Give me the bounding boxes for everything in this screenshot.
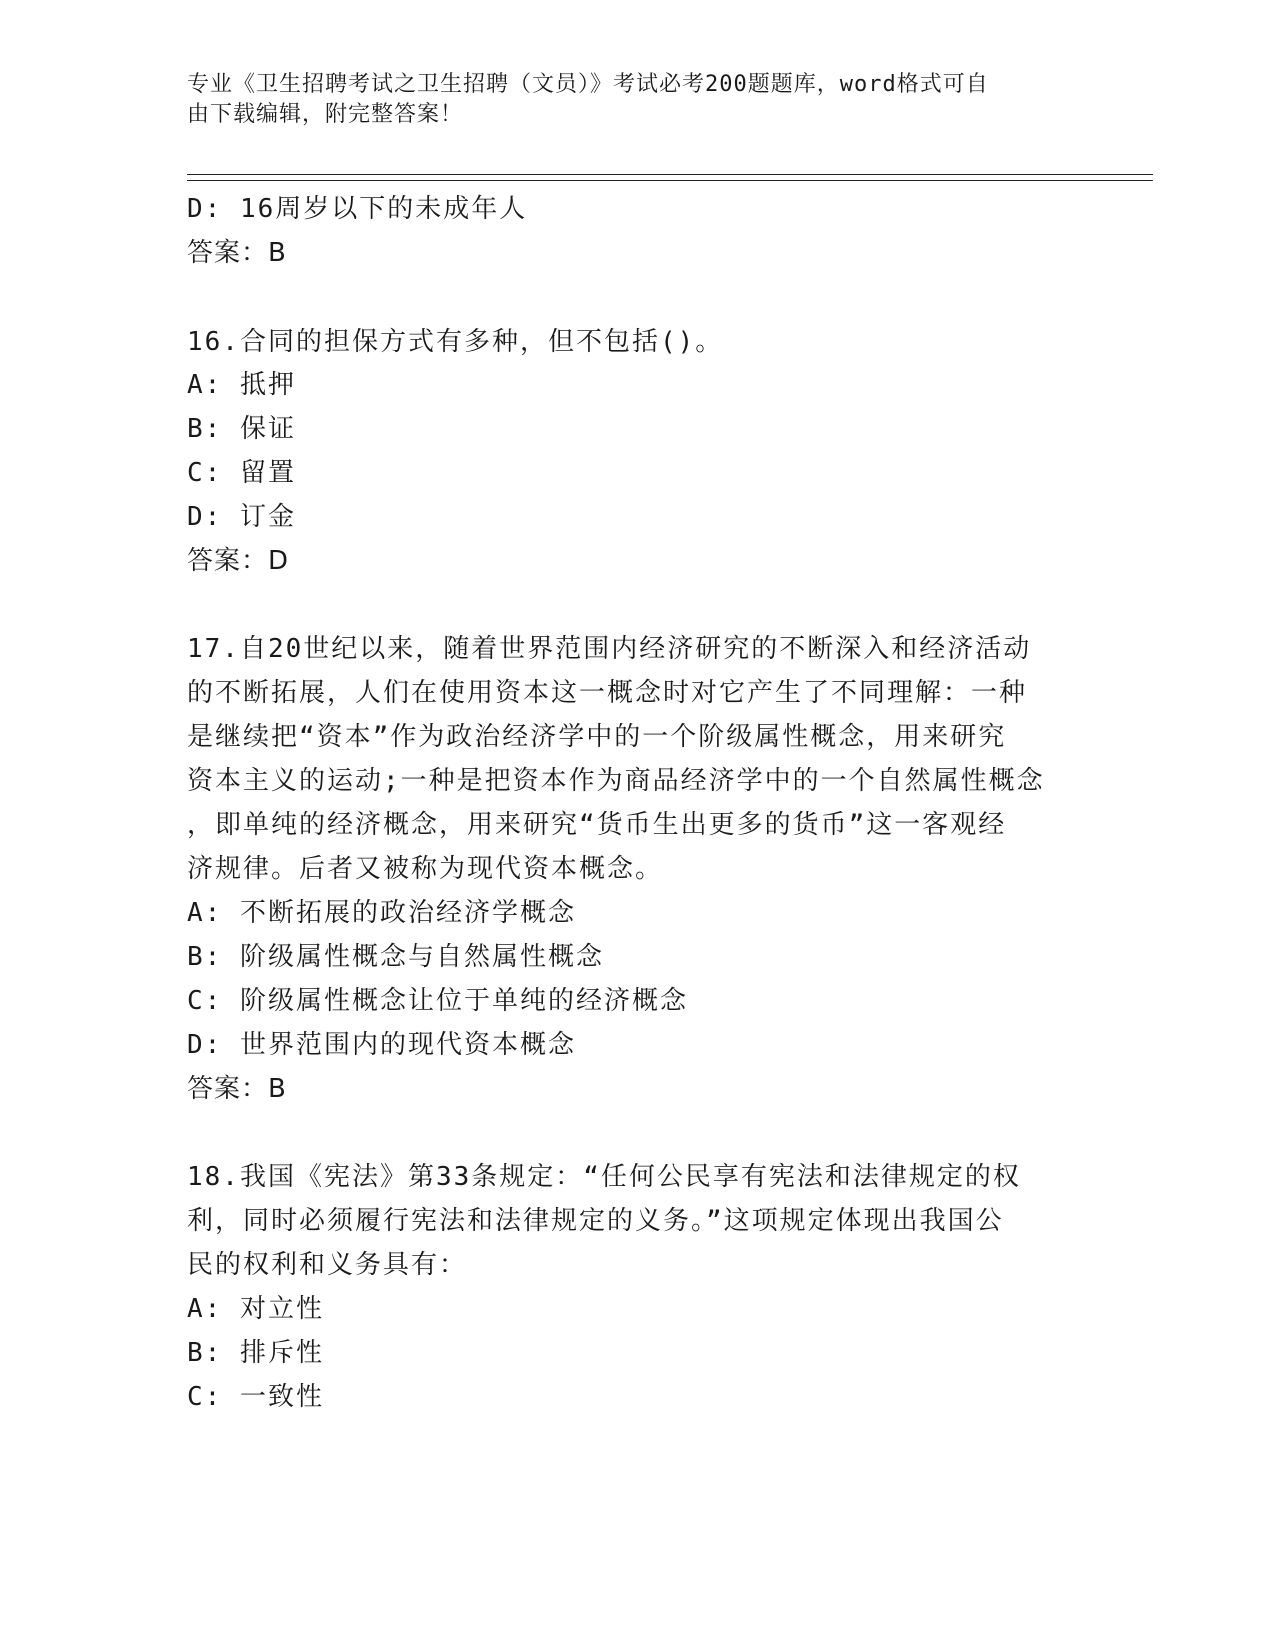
q17-option-b: B: 阶级属性概念与自然属性概念 <box>187 942 604 972</box>
q17-option-c: C: 阶级属性概念让位于单纯的经济概念 <box>187 986 688 1016</box>
q18-question-line: 18.我国《宪法》第33条规定：“任何公民享有宪法和法律规定的权 <box>187 1162 1021 1192</box>
q17-question-line: 17.自20世纪以来，随着世界范围内经济研究的不断深入和经济活动 <box>187 634 1032 664</box>
q17-question-line: 济规律。后者又被称为现代资本概念。 <box>187 854 664 884</box>
q17-question-line: 是继续把“资本”作为政治经济学中的一个阶级属性概念，用来研究 <box>187 722 1007 752</box>
q17-question-line: ，即单纯的经济概念，用来研究“货币生出更多的货币”这一客观经 <box>187 810 1007 840</box>
header-divider-top <box>187 174 1153 175</box>
q18-question-line: 民的权利和义务具有： <box>187 1250 468 1280</box>
q16-question: 16.合同的担保方式有多种，但不包括()。 <box>187 327 724 357</box>
q17-question-line: 资本主义的运动;一种是把资本作为商品经济学中的一个自然属性概念 <box>187 766 1045 796</box>
q18-option-b: B: 排斥性 <box>187 1338 324 1368</box>
q15-answer: 答案：B <box>187 238 287 268</box>
q17-answer: 答案：B <box>187 1074 287 1104</box>
q16-option-b: B: 保证 <box>187 414 296 444</box>
q18-option-a: A: 对立性 <box>187 1294 324 1324</box>
header-divider-bottom <box>187 180 1153 181</box>
q17-question-line: 的不断拓展，人们在使用资本这一概念时对它产生了不同理解：一种 <box>187 678 1028 708</box>
q16-option-c: C: 留置 <box>187 458 296 488</box>
q18-option-c: C: 一致性 <box>187 1382 324 1412</box>
q18-question-line: 利，同时必须履行宪法和法律规定的义务。”这项规定体现出我国公 <box>187 1206 1004 1236</box>
q16-answer: 答案：D <box>187 546 290 576</box>
q16-option-d: D: 订金 <box>187 502 296 532</box>
header-line-1: 专业《卫生招聘考试之卫生招聘（文员）》考试必考200题题库，word格式可自 <box>187 72 989 97</box>
document-header <box>187 70 1067 130</box>
header-line-2: 由下载编辑，附完整答案！ <box>187 102 464 127</box>
q16-option-a: A: 抵押 <box>187 370 296 400</box>
q15-option-d: D: 16周岁以下的未成年人 <box>187 194 528 224</box>
q17-option-d: D: 世界范围内的现代资本概念 <box>187 1030 576 1060</box>
q17-option-a: A: 不断拓展的政治经济学概念 <box>187 898 576 928</box>
